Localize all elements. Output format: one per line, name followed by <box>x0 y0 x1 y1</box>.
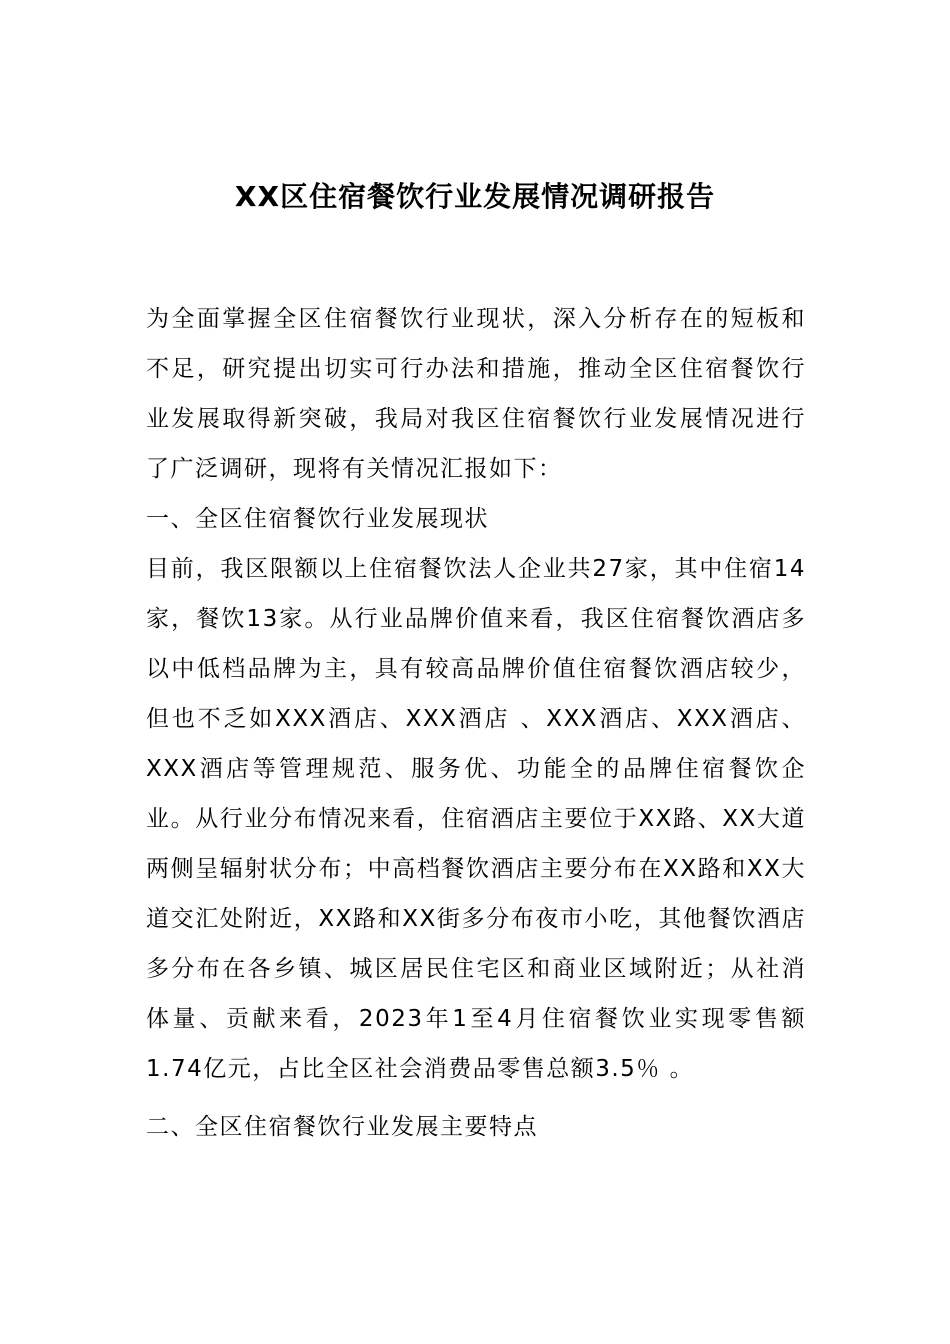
section-heading-1: 一、全区住宿餐饮行业发展现状 <box>146 506 489 532</box>
section-heading-2: 二、全区住宿餐饮行业发展主要特点 <box>146 1114 538 1140</box>
intro-paragraph: 为全面掌握全区住宿餐饮行业现状，深入分析存在的短板和不足，研究提出切实可行办法和措施，推动全区住宿餐饮行业发展取得新突破，我局对我区住宿餐饮行业发展情况进行了广泛调研，现将有关情况汇报如下： <box>146 306 806 482</box>
document-body <box>146 294 806 1152</box>
section-1-paragraph: 目前，我区限额以上住宿餐饮法人企业共27家，其中住宿14家，餐饮13家。从行业品牌价值来看，我区住宿餐饮酒店多以中低档品牌为主，具有较高品牌价值住宿餐饮酒店较少，但也不乏如XXX酒店、XXX酒店 、XXX酒店、XXX酒店、XXX酒店等管理规范、服务优、功能全的品牌住宿餐饮企业。从行业分布情况来看，住宿酒店主要位于XX路、XX大道两侧呈辐射状分布；中高档餐饮酒店主要分布在XX路和XX大道交汇处附近，XX路和XX街多分布夜市小吃，其他餐饮酒店多分布在各乡镇、城区居民住宅区和商业区域附近；从社消体量、贡献来看，2023年1至4月住宿餐饮业实现零售额1.74亿元，占比全区社会消费品零售总额3.5％ 。 <box>146 556 806 1082</box>
document-title: XX区住宿餐饮行业发展情况调研报告 <box>234 179 716 213</box>
